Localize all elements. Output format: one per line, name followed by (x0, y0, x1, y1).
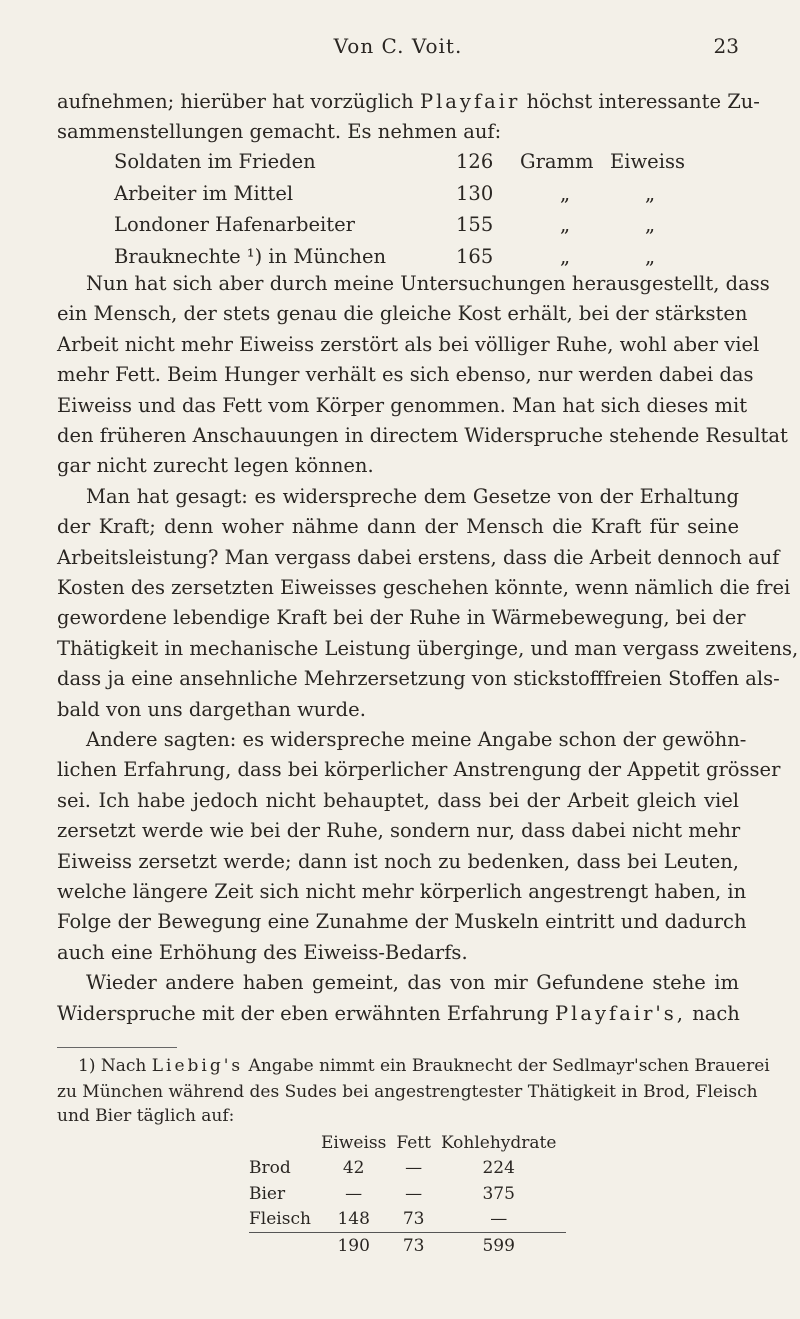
footnote-table-total: 599 (441, 1233, 567, 1259)
footnote-table-cell: 224 (482, 1158, 515, 1179)
body-last-line: Widerspruche mit der eben erwähnten Erfahrung Playfair's, nach (57, 1002, 740, 1025)
body-line: sei. Ich habe jedoch nicht behauptet, dass bei der Arbeit gleich viel (57, 788, 739, 812)
author-name-playfair-2: Playfair's, (555, 1002, 686, 1025)
footnote-table-cell: — (405, 1158, 423, 1179)
body-line: der Kraft; denn woher nähme dann der Mensch die Kraft für seine (57, 515, 739, 539)
footnote-table-header: Eiweiss (321, 1132, 387, 1153)
footnote-table-total (249, 1233, 321, 1259)
body-line: den früheren Anschauungen in directem Widerspruche stehende Resultat (57, 424, 788, 447)
footnote-line (57, 1080, 758, 1105)
body-line: gewordene lebendige Kraft bei der Ruhe in Wärmebewegung, bei der (57, 606, 746, 630)
body-line: Arbeit nicht mehr Eiweiss zerstört als bei völliger Ruhe, wohl aber viel (57, 332, 760, 356)
intake-row (114, 241, 690, 273)
body-line: dass ja eine ansehnliche Mehrzersetzung von stickstofffreien Stoffen als- (57, 667, 780, 691)
intake-label: Brauknechte ¹) in München (114, 244, 387, 268)
intake-substance: „ (644, 244, 656, 268)
footnote-table-cell: 73 (402, 1209, 425, 1230)
intake-unit: Gramm (520, 150, 594, 174)
body-line: Man hat gesagt: es widerspreche dem Gesetze von der Erhaltung (86, 484, 739, 508)
body-line: welche längere Zeit sich nicht mehr körperlich angestrengt haben, in (57, 880, 747, 903)
intake-row (114, 178, 690, 210)
intake-unit: „ (559, 181, 571, 205)
body-line: auch eine Erhöhung des Eiweiss-Bedarfs. (57, 940, 468, 964)
page-number: 23 (713, 34, 739, 58)
intake-unit: „ (559, 213, 571, 237)
intro-line-1: aufnehmen; hierüber hat vorzüglich Playfair höchst interessante Zu- (57, 90, 760, 113)
body-line: gar nicht zurecht legen können. (57, 454, 374, 478)
footnote-table-cell: — (345, 1183, 363, 1204)
body-line: bald von uns dargethan wurde. (57, 697, 366, 721)
footnote-text: Angabe nimmt ein Brauknecht der Sedlmayr'schen Brauerei (248, 1056, 770, 1076)
intake-substance: „ (644, 181, 656, 205)
body-line: Eiweiss und das Fett vom Körper genommen. Man hat sich dieses mit (57, 393, 748, 417)
intake-value: 165 (456, 244, 494, 268)
intake-label: Londoner Hafenarbeiter (114, 213, 355, 237)
footnote-text: zu München während des Sudes bei angestrengtester Thätigkeit in Brod, Fleisch (57, 1082, 758, 1102)
intake-value: 155 (456, 213, 494, 237)
footnote-table (249, 1130, 566, 1259)
footnote-table-cell: 148 (337, 1209, 370, 1230)
footnote-table-header (249, 1130, 321, 1156)
author-name-liebig: Liebig's (151, 1056, 244, 1076)
intake-substance: Eiweiss (610, 150, 685, 174)
intake-value: 130 (456, 181, 494, 205)
footnote-table-cell: — (405, 1183, 423, 1204)
intake-unit: „ (559, 244, 571, 268)
body-line: Kosten des zersetzten Eiweisses geschehen könnte, wenn nämlich die frei (57, 576, 791, 599)
intake-row (114, 146, 690, 178)
body-line: Andere sagten: es widerspreche meine Angabe schon der gewöhn- (86, 728, 747, 751)
footnote-table-cell: Brod (249, 1158, 291, 1179)
intro-line-2: sammenstellungen gemacht. Es nehmen auf: (57, 120, 502, 143)
footnote-text: 1) Nach (78, 1056, 147, 1076)
body-line: zersetzt werde wie bei der Ruhe, sondern nur, dass dabei nicht mehr (57, 819, 741, 843)
body-line: ein Mensch, der stets genau die gleiche Kost erhält, bei der stärksten (57, 302, 748, 326)
footnote-table-cell: — (490, 1209, 508, 1230)
intake-substance: „ (644, 213, 656, 237)
body-line: mehr Fett. Beim Hunger verhält es sich ebenso, nur werden dabei das (57, 363, 754, 387)
footnote-table-cell: 42 (342, 1158, 365, 1179)
footnote-table-total: 190 (321, 1233, 396, 1259)
footnote-line (78, 1054, 770, 1079)
footnote-table-cell: Bier (249, 1183, 286, 1204)
footnote-table-cell: Fleisch (249, 1209, 311, 1230)
footnote-table-total-row (249, 1233, 566, 1259)
footnote-rule (57, 1047, 177, 1048)
running-header (57, 34, 739, 64)
intake-table (114, 146, 690, 272)
body-line: Folge der Bewegung eine Zunahme der Muskeln eintritt und dadurch (57, 910, 747, 934)
body-line: Nun hat sich aber durch meine Untersuchungen herausgestellt, dass (86, 272, 770, 295)
running-title: Von C. Voit. (333, 34, 463, 58)
footnote-table-header: Kohlehydrate (440, 1132, 557, 1153)
intake-label: Arbeiter im Mittel (114, 181, 294, 205)
body-line: lichen Erfahrung, dass bei körperlicher Anstrengung der Appetit grösser (57, 758, 781, 782)
intake-label: Soldaten im Frieden (114, 150, 316, 174)
footnote-table-header: Fett (396, 1132, 431, 1153)
footnote-table-row (249, 1207, 566, 1233)
intake-value: 126 (456, 150, 494, 174)
footnote-table-cell: 375 (482, 1183, 515, 1204)
footnote-table-total: 73 (396, 1233, 441, 1259)
footnote-table-row (249, 1181, 566, 1207)
body-line: Thätigkeit in mechanische Leistung überginge, und man vergass zweitens, (57, 636, 799, 660)
body-line: Arbeitsleistung? Man vergass dabei erstens, dass die Arbeit dennoch auf (57, 545, 780, 569)
body-line: Eiweiss zersetzt werde; dann ist noch zu bedenken, dass bei Leuten, (57, 849, 739, 873)
body-line: Wieder andere haben gemeint, das von mir Gefundene stehe im (86, 971, 739, 995)
footnote-table-row (249, 1156, 566, 1182)
footnote-text: und Bier täglich auf: (57, 1106, 235, 1126)
intake-row (114, 209, 690, 241)
author-name-playfair: Playfair (419, 90, 521, 113)
footnote-line (57, 1104, 739, 1129)
